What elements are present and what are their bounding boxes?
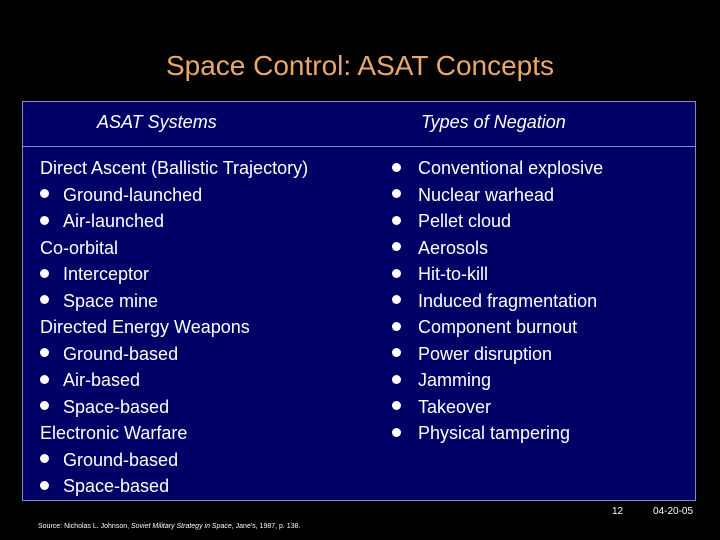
bullet-icon <box>40 189 49 198</box>
right-bullet-row <box>392 367 401 394</box>
bullet-icon <box>392 401 401 410</box>
left-category-item <box>40 155 308 182</box>
negation-item: Induced fragmentation <box>418 290 598 311</box>
asat-systems-list <box>40 155 308 500</box>
negation-types-list <box>418 155 603 447</box>
slide-title: Space Control: ASAT Concepts <box>165 50 555 81</box>
left-bullet-item <box>40 288 308 315</box>
bullet-icon <box>392 348 401 357</box>
negation-item: Physical tampering <box>418 423 571 443</box>
bullet-icon <box>392 163 401 172</box>
left-category-item <box>40 314 308 341</box>
right-bullet-row <box>392 288 401 315</box>
left-bullet-item <box>40 341 308 368</box>
bullet-icon <box>40 269 49 278</box>
left-bullet-item <box>40 473 308 500</box>
source-prefix: Source: Nicholas L. Johnson, <box>38 523 131 530</box>
bullet-icon <box>40 375 49 384</box>
left-item-label: Co-orbital <box>40 237 119 258</box>
left-item-label: Ground-based <box>63 449 179 470</box>
bullet-icon <box>40 454 49 463</box>
left-item-label: Ground-based <box>63 343 179 364</box>
right-bullet-row <box>392 420 401 447</box>
bullet-icon <box>392 269 401 278</box>
right-bullet-row <box>392 182 401 209</box>
left-item-label: Directed Energy Weapons <box>40 317 250 337</box>
left-bullet-item <box>40 208 308 235</box>
bullet-icon <box>40 401 49 410</box>
left-category-item <box>40 420 308 447</box>
bullet-icon <box>392 242 401 251</box>
negation-item: Nuclear warhead <box>418 184 555 205</box>
left-item-label: Ground-launched <box>63 184 203 205</box>
right-bullet-row <box>392 208 401 235</box>
negation-item: Jamming <box>418 370 492 390</box>
right-bullet-row <box>392 155 401 182</box>
bullet-icon <box>392 428 401 437</box>
right-bullet-row <box>392 394 401 421</box>
left-bullet-item <box>40 394 308 421</box>
left-item-label: Space mine <box>63 290 159 311</box>
left-item-label: Space-based <box>63 476 170 496</box>
left-category-item <box>40 235 308 262</box>
right-bullet-row <box>392 235 401 262</box>
left-item-label: Space-based <box>63 396 170 417</box>
left-item-label: Air-launched <box>63 211 165 231</box>
source-suffix: , Jane's, 1987, p. 138. <box>231 523 301 530</box>
negation-item: Aerosols <box>418 237 489 258</box>
bullet-icon <box>392 189 401 198</box>
left-item-label: Electronic Warfare <box>40 423 188 443</box>
right-bullet-row <box>392 261 401 288</box>
negation-item: Conventional explosive <box>418 158 604 178</box>
bullet-icon <box>392 375 401 384</box>
left-column-header: ASAT Systems <box>97 112 217 132</box>
right-bullet-row <box>392 314 401 341</box>
bullet-icon <box>40 348 49 357</box>
negation-item: Takeover <box>418 396 492 417</box>
source-title: Soviet Military Strategy in Space <box>131 523 232 530</box>
bullet-icon <box>392 322 401 331</box>
bullet-icon <box>40 216 49 225</box>
page-number: 12 <box>612 506 624 517</box>
slide-date: 04-20-05 <box>653 506 694 517</box>
negation-item: Hit-to-kill <box>418 264 488 284</box>
right-bullet-row <box>392 341 401 368</box>
bullet-icon <box>392 216 401 225</box>
left-item-label: Direct Ascent (Ballistic Trajectory) <box>40 158 309 178</box>
negation-item: Power disruption <box>418 343 553 364</box>
left-bullet-item <box>40 447 308 474</box>
left-bullet-item <box>40 367 308 394</box>
negation-item: Pellet cloud <box>418 211 512 231</box>
left-item-label: Interceptor <box>63 264 150 284</box>
left-bullet-item <box>40 182 308 209</box>
right-column-header: Types of Negation <box>421 112 566 132</box>
source-citation <box>38 523 300 530</box>
negation-bullets <box>392 155 401 447</box>
negation-item: Component burnout <box>418 317 578 337</box>
left-bullet-item <box>40 261 308 288</box>
bullet-icon <box>392 295 401 304</box>
left-item-label: Air-based <box>63 370 141 390</box>
bullet-icon <box>40 295 49 304</box>
bullet-icon <box>40 481 49 490</box>
